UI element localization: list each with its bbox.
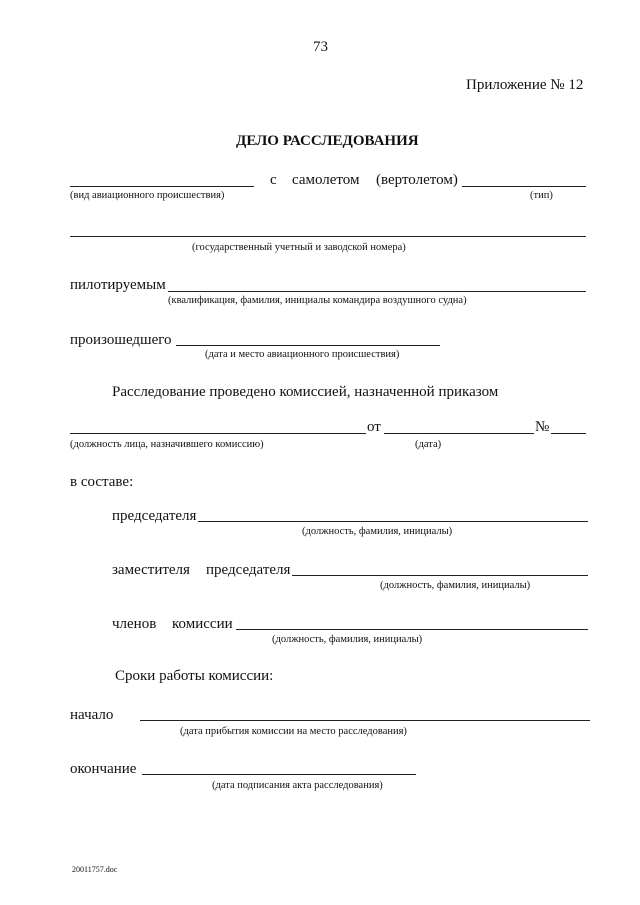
deputy-caption: (должность, фамилия, инициалы) [380,580,531,591]
accident-type-line[interactable] [70,186,254,187]
composition-label: в составе: [70,474,134,490]
deputy-label-1: заместителя [112,562,190,578]
deputy-label-2: председателя [206,562,291,578]
accident-type-caption: (вид авиационного происшествия) [70,190,225,201]
appendix-label: Приложение № 12 [466,77,584,93]
chairman-label: председателя [112,508,197,524]
page-number: 73 [313,39,328,55]
document-title: ДЕЛО РАССЛЕДОВАНИЯ [236,133,419,149]
end-line[interactable] [142,774,416,775]
chairman-caption: (должность, фамилия, инициалы) [302,526,453,537]
end-label: окончание [70,761,137,777]
order-number-sign: № [535,419,550,435]
aircraft-type-caption: (тип) [530,190,553,201]
terms-label: Сроки работы комиссии: [115,668,274,684]
order-position-line[interactable] [70,433,366,434]
occurred-label: произошедшего [70,332,172,348]
piloted-label: пилотируемым [70,277,166,293]
start-label: начало [70,707,114,723]
footer-filename: 20011757.doc [72,865,118,874]
aircraft-text: самолетом [292,172,360,188]
order-number-line[interactable] [551,433,586,434]
members-caption: (должность, фамилия, инициалы) [272,634,423,645]
deputy-line[interactable] [292,575,588,576]
members-line[interactable] [236,629,588,630]
chairman-line[interactable] [198,521,588,522]
members-label-1: членов [112,616,157,632]
helicopter-text: (вертолетом) [376,172,458,188]
members-label-2: комиссии [172,616,233,632]
registration-caption: (государственный учетный и заводской номера) [192,242,406,253]
aircraft-type-line[interactable] [462,186,586,187]
occurred-line[interactable] [176,345,440,346]
order-from-text: от [367,419,381,435]
start-line[interactable] [140,720,590,721]
pilot-line[interactable] [168,291,586,292]
start-caption: (дата прибытия комиссии на место расследования) [180,726,407,737]
pilot-caption: (квалификация, фамилия, инициалы командира воздушного судна) [168,295,467,306]
order-date-line[interactable] [384,433,534,434]
end-caption: (дата подписания акта расследования) [212,780,383,791]
order-position-caption: (должность лица, назначившего комиссию) [70,439,264,450]
with-text: с [270,172,277,188]
registration-line[interactable] [70,236,586,237]
occurred-caption: (дата и место авиационного происшествия) [205,349,400,360]
order-date-caption: (дата) [415,439,442,450]
commission-text: Расследование проведено комиссией, назначенной приказом [112,384,499,400]
